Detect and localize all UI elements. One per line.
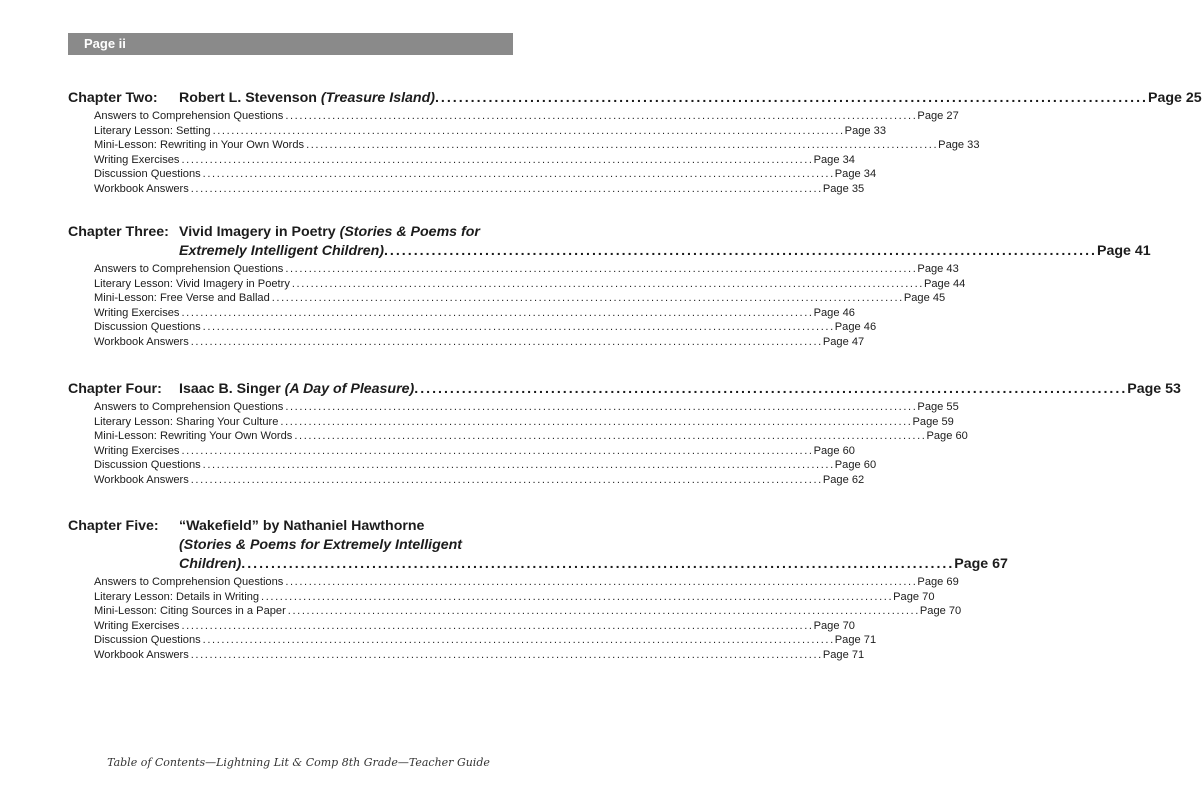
chapter-title-row <box>68 223 1151 261</box>
toc-entry <box>94 619 855 634</box>
toc-entry <box>94 633 877 648</box>
leader-dots <box>283 400 917 415</box>
chapter-title-book-cont: Children) <box>179 556 242 572</box>
chapter-title-row <box>68 517 1008 574</box>
entry-label: Writing Exercises <box>94 619 180 632</box>
page-footer: Table of Contents—Lightning Lit & Comp 8th Grade—Teacher Guide <box>107 756 490 769</box>
leader-dots <box>211 124 845 139</box>
entry-label: Literary Lesson: Sharing Your Culture <box>94 415 279 428</box>
chapter-page: Page 41 <box>1097 243 1151 259</box>
entry-label: Writing Exercises <box>94 153 180 166</box>
toc-entry <box>94 291 946 306</box>
entry-label: Answers to Comprehension Questions <box>94 576 284 588</box>
chapter-label: Chapter Two: <box>68 90 158 106</box>
leader-dots <box>241 555 954 574</box>
chapter-two <box>68 89 1202 197</box>
entry-page: Page 27 <box>917 110 959 122</box>
entry-page: Page 35 <box>822 182 865 195</box>
entry-page: Page 71 <box>822 648 865 661</box>
chapter-page: Page 53 <box>1127 381 1181 397</box>
toc-entry <box>94 306 855 321</box>
entry-page: Page 47 <box>822 335 865 348</box>
page-label: Page ii <box>84 36 126 51</box>
chapter-title-book: (A Day of Pleasure) <box>284 381 415 397</box>
chapter-title-book: (Treasure Island) <box>320 90 435 106</box>
chapter-title-book-cont: Extremely Intelligent Children) <box>179 243 384 259</box>
entry-label: Literary Lesson: Vivid Imagery in Poetry <box>94 277 290 290</box>
entry-label: Mini-Lesson: Citing Sources in a Paper <box>94 605 286 618</box>
leader-dots <box>201 633 835 648</box>
entry-page: Page 60 <box>926 430 968 443</box>
entry-label: Literary Lesson: Setting <box>94 124 211 137</box>
entry-page: Page 70 <box>813 619 855 632</box>
toc-entry <box>94 277 966 292</box>
entry-label: Workbook Answers <box>94 473 189 486</box>
leader-dots <box>292 429 926 444</box>
entry-page: Page 43 <box>917 263 959 275</box>
leader-dots <box>201 320 835 335</box>
chapter-page: Page 67 <box>954 556 1008 572</box>
chapter-four <box>68 380 1181 488</box>
entry-label: Discussion Questions <box>94 634 201 647</box>
entry-page: Page 71 <box>834 634 877 647</box>
entry-label: Literary Lesson: Details in Writing <box>94 590 260 603</box>
leader-dots <box>290 277 924 292</box>
leader-dots <box>179 444 813 459</box>
toc-entry <box>94 182 865 197</box>
entry-label: Answers to Comprehension Questions <box>94 110 284 122</box>
leader-dots <box>435 89 1148 108</box>
entry-label: Workbook Answers <box>94 648 189 661</box>
leader-dots <box>179 619 813 634</box>
entry-page: Page 33 <box>938 139 980 152</box>
toc-entry <box>94 320 877 335</box>
entry-page: Page 70 <box>893 590 935 603</box>
chapter-title: “Wakefield” by Nathaniel Hawthorne <box>179 518 425 534</box>
leader-dots <box>259 590 893 605</box>
leader-dots <box>283 575 917 590</box>
toc-entry <box>94 604 962 619</box>
chapter-title: Isaac B. Singer <box>179 381 285 397</box>
chapter-title-book: (Stories & Poems for Extremely Intelligent <box>179 537 463 553</box>
entry-page: Page 44 <box>923 277 966 290</box>
toc-entry <box>94 429 968 444</box>
toc-entry <box>94 648 865 663</box>
toc-entry <box>94 590 935 605</box>
leader-dots <box>179 306 813 321</box>
leader-dots <box>414 380 1127 399</box>
toc-entry <box>94 473 865 488</box>
entry-page: Page 46 <box>813 306 855 319</box>
toc-entry <box>94 262 959 277</box>
chapter-label: Chapter Four: <box>68 381 162 397</box>
entry-page: Page 70 <box>919 605 962 618</box>
entry-label: Workbook Answers <box>94 335 189 348</box>
chapter-title: Vivid Imagery in Poetry <box>179 224 340 240</box>
entry-page: Page 55 <box>917 401 959 413</box>
toc-entry <box>94 124 887 139</box>
entry-label: Discussion Questions <box>94 321 201 334</box>
page-header-bar <box>68 33 513 55</box>
chapter-entries <box>68 109 980 197</box>
leader-dots <box>286 604 920 619</box>
chapter-entries <box>68 400 968 488</box>
toc-entry <box>94 153 855 168</box>
chapter-label: Chapter Three: <box>68 224 169 240</box>
entry-label: Writing Exercises <box>94 306 180 319</box>
entry-page: Page 69 <box>917 576 959 588</box>
entry-label: Mini-Lesson: Rewriting in Your Own Words <box>94 139 305 152</box>
chapter-five <box>68 517 1008 663</box>
chapter-title-row <box>68 380 1181 399</box>
toc-entry <box>94 444 855 459</box>
entry-label: Writing Exercises <box>94 444 180 457</box>
chapter-label: Chapter Five: <box>68 518 159 534</box>
entry-label: Workbook Answers <box>94 182 189 195</box>
leader-dots <box>384 242 1097 261</box>
leader-dots <box>189 473 823 488</box>
entry-page: Page 59 <box>912 415 954 428</box>
leader-dots <box>278 415 912 430</box>
entry-page: Page 60 <box>813 444 855 457</box>
entry-page: Page 45 <box>903 292 946 305</box>
leader-dots <box>179 153 813 168</box>
leader-dots <box>189 182 823 197</box>
leader-dots <box>283 109 917 124</box>
leader-dots <box>201 167 835 182</box>
entry-label: Mini-Lesson: Rewriting Your Own Words <box>94 430 293 443</box>
toc-entry <box>94 167 877 182</box>
chapter-entries <box>68 262 966 350</box>
entry-label: Discussion Questions <box>94 459 201 472</box>
chapter-title-book: (Stories & Poems for <box>339 224 480 240</box>
leader-dots <box>304 138 938 153</box>
entry-label: Answers to Comprehension Questions <box>94 263 284 275</box>
chapter-title: Robert L. Stevenson <box>179 90 321 106</box>
entry-page: Page 46 <box>834 321 877 334</box>
leader-dots <box>189 648 823 663</box>
entry-page: Page 34 <box>813 153 855 166</box>
leader-dots <box>189 335 823 350</box>
toc-entry <box>94 138 980 153</box>
toc-entry <box>94 335 865 350</box>
entry-page: Page 33 <box>844 124 887 137</box>
leader-dots <box>201 458 835 473</box>
entry-label: Discussion Questions <box>94 168 201 181</box>
toc-entry <box>94 415 954 430</box>
entry-label: Mini-Lesson: Free Verse and Ballad <box>94 292 270 305</box>
entry-label: Answers to Comprehension Questions <box>94 401 284 413</box>
chapter-three <box>68 223 1151 350</box>
chapter-page: Page 25 <box>1148 90 1202 106</box>
chapter-title-row <box>68 89 1202 108</box>
toc-entry <box>94 575 959 590</box>
leader-dots <box>270 291 904 306</box>
entry-page: Page 34 <box>834 168 877 181</box>
entry-page: Page 60 <box>834 459 877 472</box>
toc-entry <box>94 458 877 473</box>
toc-entry <box>94 109 959 124</box>
leader-dots <box>283 262 917 277</box>
toc-entry <box>94 400 959 415</box>
entry-page: Page 62 <box>822 473 865 486</box>
chapter-entries <box>68 575 962 663</box>
